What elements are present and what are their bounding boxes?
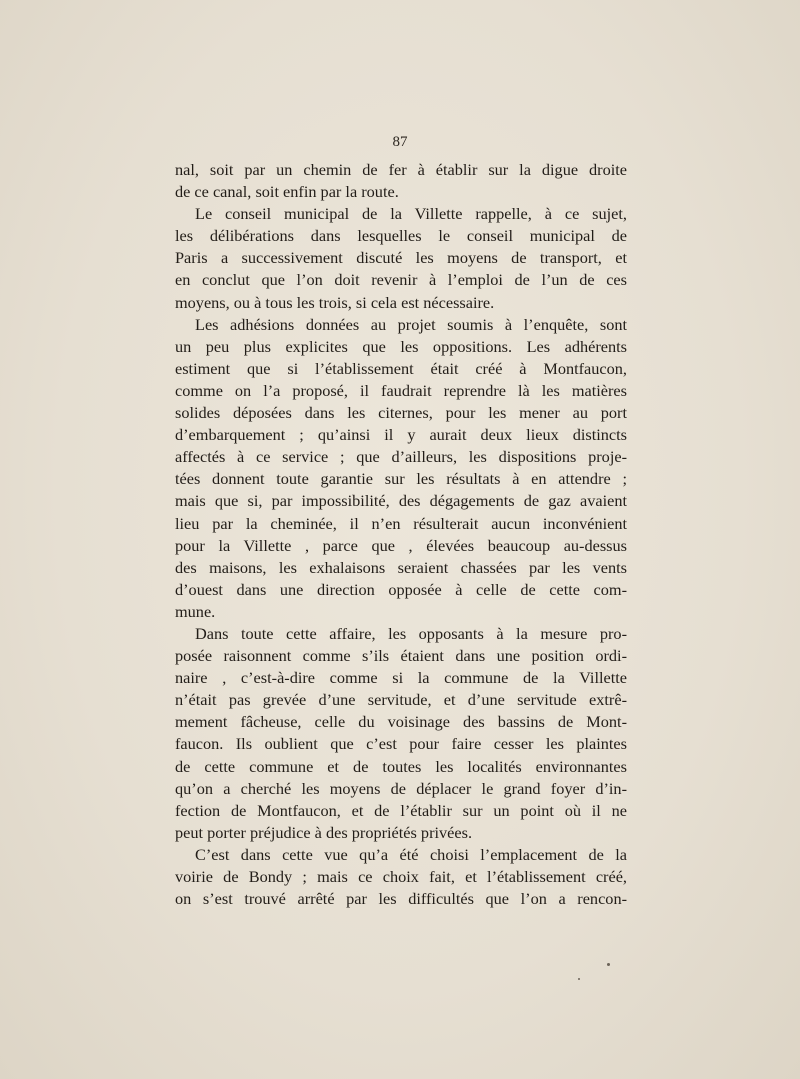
body-text [175,159,627,910]
paper-speck [607,963,610,966]
text-line: Dans toute cette affaire, les opposants à la mesure pro- [195,623,627,643]
text-line: pour la Villette , parce que , élevées beaucoup au-dessus [175,535,627,555]
text-line: lieu par la cheminée, il n’en résulterait aucun inconvénient [175,513,627,533]
text-line: fection de Montfaucon, et de l’établir sur un point où il ne [175,800,627,820]
text-line: Paris a successivement discuté les moyens de transport, et [175,248,627,268]
text-line: mais que si, par impossibilité, des dégagements de gaz avaient [175,491,627,511]
text-line: d’embarquement ; qu’ainsi il y aurait deux lieux distincts [175,425,627,445]
text-line: Le conseil municipal de la Villette rappelle, à ce sujet, [195,204,627,224]
paper-speck [578,978,580,980]
page-number: 87 [392,134,408,150]
text-line: un peu plus explicites que les oppositions. Les adhérents [175,336,627,356]
text-line: peut porter préjudice à des propriétés privées. [175,822,473,842]
text-line: des maisons, les exhalaisons seraient chassées par les vents [175,557,627,577]
text-line: voirie de Bondy ; mais ce choix fait, et l’établissement créé, [175,867,627,886]
text-line: d’ouest dans une direction opposée à celle de cette com- [175,579,627,599]
text-line: en conclut que l’on doit revenir à l’emploi de l’un de ces [175,270,627,290]
text-line: on s’est trouvé arrêté par les difficultés que l’on a rencon- [175,889,627,909]
text-line: estiment que si l’établissement était créé à Montfaucon, [175,358,627,378]
text-line: naire , c’est-à-dire comme si la commune de la Villette [175,668,627,688]
text-line: faucon. Ils oublient que c’est pour faire cesser les plaintes [175,734,627,754]
text-line: moyens, ou à tous les trois, si cela est nécessaire. [175,292,495,312]
text-line: nal, soit par un chemin de fer à établir sur la digue droite [175,160,627,179]
text-line: comme on l’a proposé, il faudrait reprendre là les matières [175,380,627,400]
text-line: posée raisonnent comme s’ils étaient dans une position ordi- [175,646,627,666]
text-line: solides déposées dans les citernes, pour les mener au port [175,403,627,423]
text-line: mune. [175,601,216,621]
text-line: affectés à ce service ; que d’ailleurs, les dispositions proje- [175,447,627,467]
text-line: tées donnent toute garantie sur les résultats à en attendre ; [175,469,627,489]
text-line: mement fâcheuse, celle du voisinage des bassins de Mont- [175,712,627,732]
text-line: C’est dans cette vue qu’a été choisi l’emplacement de la [195,844,627,864]
text-line: n’était pas grevée d’une servitude, et d’une servitude extrê- [175,690,627,710]
text-line: les délibérations dans lesquelles le conseil municipal de [175,226,627,246]
text-line: Les adhésions données au projet soumis à l’enquête, sont [195,314,627,334]
text-line: de cette commune et de toutes les localités environnantes [175,756,627,776]
text-line: de ce canal, soit enfin par la route. [175,182,399,202]
text-line: qu’on a cherché les moyens de déplacer le grand foyer d’in- [175,778,627,798]
